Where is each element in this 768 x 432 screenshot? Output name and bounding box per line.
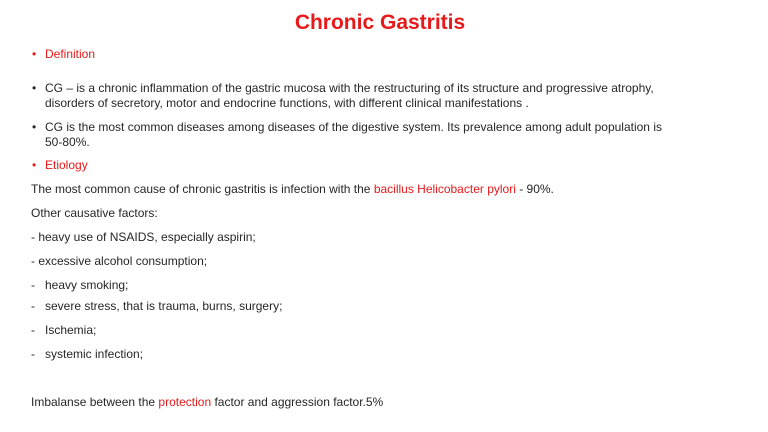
factor-item: - heavy use of NSAIDS, especially aspirin; bbox=[31, 230, 256, 244]
cause-suffix: - 90%. bbox=[515, 182, 554, 196]
bullet-dot: • bbox=[32, 120, 37, 134]
imbalance-highlight: protection bbox=[158, 395, 212, 409]
definition-item-2-line-1: CG is the most common diseases among diseases of the digestive system. Its prevalence among adult population is bbox=[45, 120, 662, 134]
other-factors-heading: Other causative factors: bbox=[31, 206, 158, 220]
cause-highlight: bacillus Helicobacter pylori bbox=[373, 182, 516, 196]
cause-line bbox=[31, 182, 554, 197]
slide-title: Chronic Gastritis bbox=[294, 11, 466, 34]
bullet-dot: • bbox=[32, 47, 37, 61]
factor-item: - heavy smoking; bbox=[31, 278, 129, 292]
factor-item: - severe stress, that is trauma, burns, surgery; bbox=[31, 299, 283, 313]
bullet-dot: • bbox=[32, 81, 37, 95]
definition-heading: Definition bbox=[45, 47, 96, 61]
factor-item: - Ischemia; bbox=[31, 323, 97, 337]
imbalance-prefix: Imbalanse between the bbox=[31, 395, 159, 409]
imbalance-line bbox=[31, 395, 383, 410]
definition-item-1-line-1: CG – is a chronic inflammation of the gastric mucosa with the restructuring of its structure and progressive atrophy, bbox=[45, 81, 654, 95]
bullet-dot: • bbox=[32, 158, 37, 172]
definition-item-2-line-2: 50-80%. bbox=[45, 135, 90, 149]
factor-item: - systemic infection; bbox=[31, 347, 144, 361]
imbalance-suffix: factor and aggression factor.5% bbox=[211, 395, 384, 409]
cause-prefix: The most common cause of chronic gastritis is infection with the bbox=[31, 182, 374, 196]
etiology-heading: Etiology bbox=[45, 158, 88, 172]
factor-item: - excessive alcohol consumption; bbox=[31, 254, 208, 268]
definition-item-1-line-2: disorders of secretory, motor and endocrine functions, with different clinical manifestations . bbox=[45, 96, 529, 110]
